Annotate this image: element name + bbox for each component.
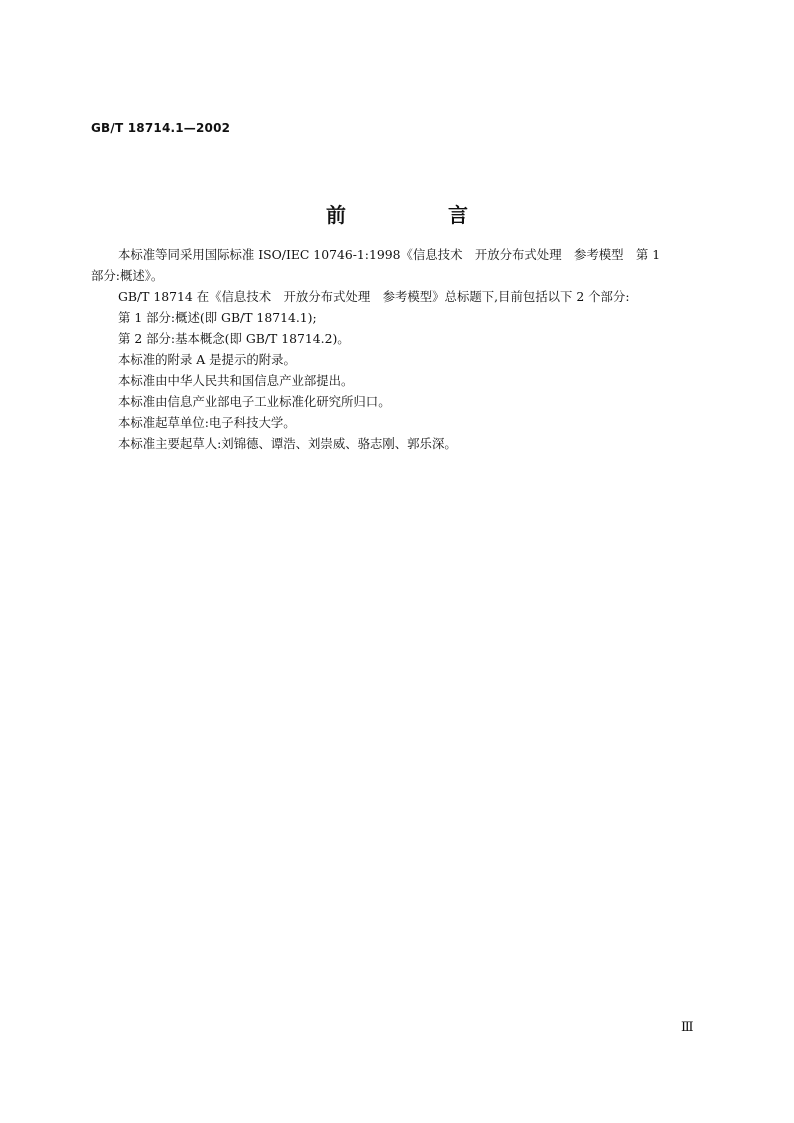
paragraph-drafters: 本标准主要起草人:刘锦德、谭浩、刘崇威、骆志刚、郭乐深。	[118, 436, 457, 451]
paragraph-adoption-line1: 本标准等同采用国际标准 ISO/IEC 10746-1:1998《信息技术 开放分布式处理 参考模型 第 1	[118, 247, 661, 262]
paragraph-proposer: 本标准由中华人民共和国信息产业部提出。	[118, 373, 354, 388]
paragraph-drafting-unit: 本标准起草单位:电子科技大学。	[118, 415, 296, 430]
standard-code: GB/T 18714.1—2002	[91, 121, 231, 135]
paragraph-parts-intro: GB/T 18714 在《信息技术 开放分布式处理 参考模型》总标题下,目前包括以下 2 个部分:	[118, 289, 630, 304]
paragraph-adoption-line2: 部分:概述》。	[91, 268, 164, 283]
paragraph-part-2: 第 2 部分:基本概念(即 GB/T 18714.2)。	[118, 331, 350, 346]
page-number: Ⅲ	[681, 1020, 694, 1035]
page-title: 前 言	[326, 203, 509, 227]
paragraph-administrator: 本标准由信息产业部电子工业标准化研究所归口。	[118, 394, 391, 409]
foreword-body	[91, 244, 707, 454]
paragraph-part-1: 第 1 部分:概述(即 GB/T 18714.1);	[118, 310, 317, 325]
paragraph-appendix: 本标准的附录 A 是提示的附录。	[118, 352, 296, 367]
